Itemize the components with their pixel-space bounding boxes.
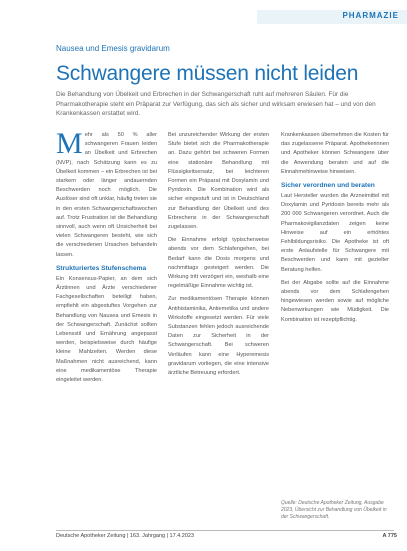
footer-publication: Deutsche Apotheker Zeitung | 163. Jahrgang | 17.4.2023 bbox=[56, 533, 195, 539]
paragraph: Zur medikamentösen Therapie können Antihistaminika, Antiemetika und andere Wirkstoffe eingesetzt werden. Für viele Substanzen fehlen jedoch ausreichende Daten zur Sicherheit in der Schwangerschaft. Bei schweren Verläufen kann eine Hyperemesis gravidarum vorliegen, die eine intensive ärztliche Betreuung erfordert. bbox=[168, 296, 269, 377]
subheading: Strukturiertes Stufenschema bbox=[56, 264, 147, 272]
article-title: Schwangere müssen nicht leiden bbox=[56, 62, 359, 85]
subheading: Sicher verordnen und beraten bbox=[281, 182, 375, 190]
paragraph: Ein Konsensus-Papier, an dem sich Ärztinnen und Ärzte verschiedener Fachgesellschaften beteiligt haben, empfiehlt ein abgestuftes Vorgehen zur Behandlung von Nausea und Emesis in der Schwangerschaft. Zunächst sollten Lebensstil und Ernährung angepasst werden, beispielsweise durch häufige kleine Mahlzeiten. Werden diese Maßnahmen nicht ausreichend, kann eine medikamentöse Therapie eingeleitet werden. bbox=[56, 275, 157, 384]
text-column-2 bbox=[168, 131, 269, 521]
paragraph: Die Einnahme erfolgt typischerweise abends vor dem Schlafengehen, bei Bedarf kann die Dosis morgens und nachmittags gesteigert werden. Die Wirkung tritt verzögert ein, weshalb eine regelmäßige Einnahme wichtig ist. bbox=[168, 237, 269, 290]
paragraph: ehr als 50 % aller schwangeren Frauen leiden an Übelkeit und Erbrechen (NVP), nach Schätzung kann es zu Übelkeit kommen – ein Erbrechen ist bei starkem oder länger andauernden Beschwerden noch möglich. Die Auslöser sind oft unklar, häufig treten sie in den ersten Schwangerschaftswochen auf. Trotz Frustration ist die Behandlung sinnvoll, auch wenn oft Unsicherheit bei vielen Schwangeren besteht, wie sich die verschiedenen Ursachen behandeln lassen. bbox=[56, 132, 157, 258]
text-column-3 bbox=[281, 131, 389, 521]
source-note: Quelle: Deutsche Apotheker Zeitung, Ausgabe 2023, Übersicht zur Behandlung von Übelkeit in der Schwangerschaft. bbox=[281, 500, 387, 520]
paragraph: Bei unzureichender Wirkung der ersten Stufe bietet sich die Pharmakotherapie an. Dazu gehört bei schweren Formen eine stationäre Behandlung mit Flüssigkeitsersatz, bei leichteren Formen ein Präparat mit Doxylamin und Pyridoxin. Die Kombination wird als sicher eingestuft und ist in Deutschland zur Behandlung der Übelkeit und des Erbrechens in der Schwangerschaft zugelassen. bbox=[168, 132, 269, 231]
text-column-1 bbox=[56, 131, 157, 521]
article-lead: Die Behandlung von Übelkeit und Erbrechen in der Schwangerschaft ruht auf mehreren Säulen. Für die Pharmakotherapie steht ein Präparat zur Verfügung, das sich als sicher und wirksam erwiesen hat – und von den Krankenkassen erstattet wird. bbox=[56, 91, 376, 117]
paragraph: Bei der Abgabe sollte auf die Einnahme abends vor dem Schlafengehen hingewiesen werden sowie auf mögliche Nebenwirkungen wie Müdigkeit. Die Kombination ist rezeptpflichtig. bbox=[281, 279, 389, 323]
page-number: A 775 bbox=[382, 533, 397, 539]
paragraph: Krankenkassen übernehmen die Kosten für das zugelassene Präparat. Apothekerinnen und Apotheker können Schwangere über die Anwendung beraten und auf die Einnahmehinweise hinweisen. bbox=[281, 132, 389, 175]
article-topic: Nausea und Emesis gravidarum bbox=[56, 44, 170, 53]
section-label: PHARMAZIE bbox=[342, 11, 399, 20]
paragraph: Laut Hersteller wurden die Arzneimittel mit Doxylamin und Pyridoxin bereits mehr als 200 000 Schwangeren verordnet. Auch die Pharmakovigilanzdaten zeigen keine Hinweise auf ein erhöhtes Fehlbildungsrisiko. Die Apotheke ist oft erste Anlaufstelle für Schwangere mit Beschwerden und kann mit gezielter Beratung helfen. bbox=[281, 193, 389, 273]
footer-divider bbox=[56, 530, 394, 531]
drop-cap: M bbox=[56, 131, 83, 160]
